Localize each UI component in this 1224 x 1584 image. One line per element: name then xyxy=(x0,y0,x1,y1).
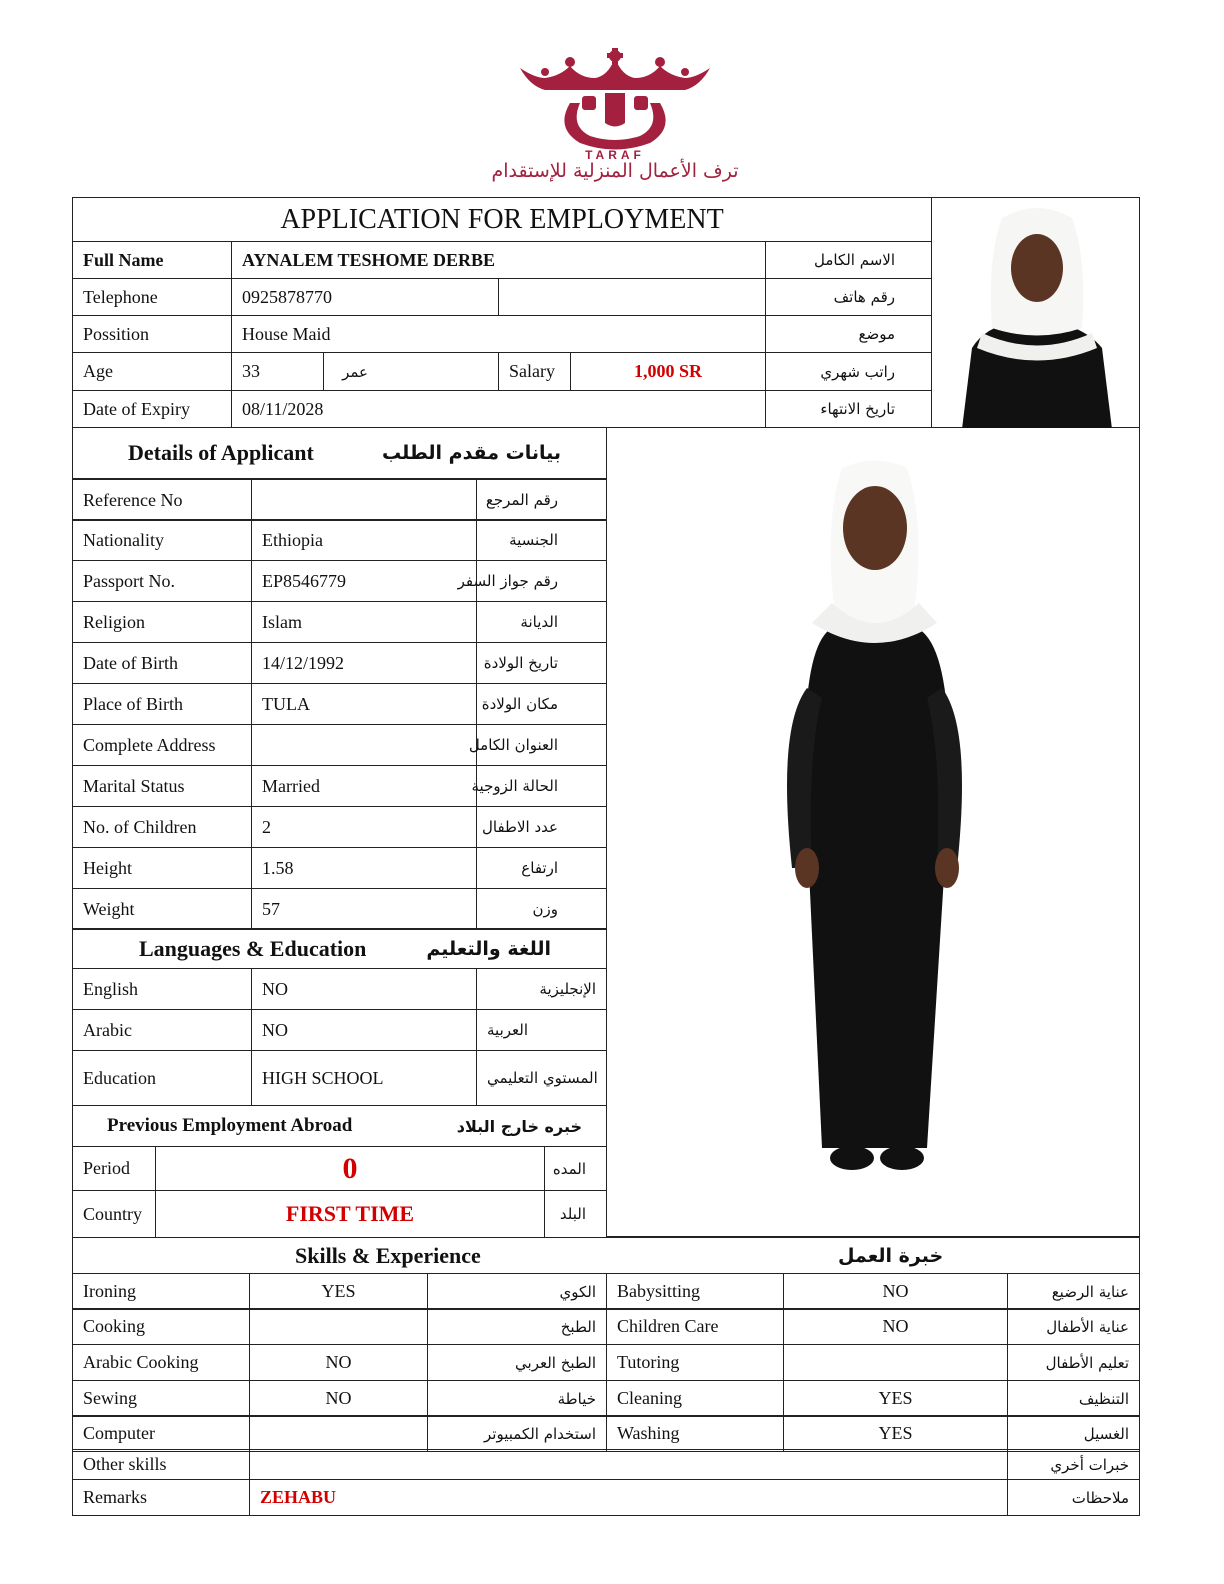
position-value: House Maid xyxy=(231,315,766,353)
position-label-ar: موضع xyxy=(765,315,932,353)
detail-label-ar: مكان الولادة xyxy=(476,683,607,725)
detail-value xyxy=(251,724,477,766)
detail-value: EP8546779 xyxy=(251,560,477,602)
expiry-label: Date of Expiry xyxy=(72,390,232,428)
detail-value: 1.58 xyxy=(251,847,477,889)
full-name-label-ar: الاسم الكامل xyxy=(765,241,932,279)
detail-label-ar: الحالة الزوجية xyxy=(476,765,607,807)
skill-value: NO xyxy=(783,1273,1008,1310)
position-label: Possition xyxy=(72,315,232,353)
skill-label: Children Care xyxy=(606,1308,784,1345)
full-body-photo xyxy=(606,428,1140,1237)
detail-label: Height xyxy=(72,847,252,889)
skill-label: Cooking xyxy=(72,1308,250,1345)
detail-label-ar: الجنسية xyxy=(476,519,607,561)
skill-value: NO xyxy=(249,1344,428,1381)
expiry-value: 08/11/2028 xyxy=(231,390,766,428)
period-value: 0 xyxy=(155,1146,545,1191)
salary-label-ar: راتب شهري xyxy=(765,352,932,391)
telephone-value: 0925878770 xyxy=(231,278,499,316)
details-header-en: Details of Applicant xyxy=(128,440,314,465)
remarks-label-ar: ملاحظات xyxy=(1007,1479,1140,1516)
detail-value: Ethiopia xyxy=(251,519,477,561)
logo-brand-latin: TARAF xyxy=(585,148,645,162)
skill-label-ar: استخدام الكمبيوتر xyxy=(427,1415,607,1452)
skill-label: Arabic Cooking xyxy=(72,1344,250,1381)
skill-value: YES xyxy=(249,1273,428,1310)
page-title: APPLICATION FOR EMPLOYMENT xyxy=(72,197,932,241)
skill-label: Babysitting xyxy=(606,1273,784,1310)
headshot-photo xyxy=(931,197,1140,428)
skill-label-ar: عناية الرضيع xyxy=(1007,1273,1140,1310)
languages-header xyxy=(72,928,607,969)
detail-value: Married xyxy=(251,765,477,807)
detail-label: No. of Children xyxy=(72,806,252,848)
detail-label: Marital Status xyxy=(72,765,252,807)
detail-label: Place of Birth xyxy=(72,683,252,725)
skill-label: Sewing xyxy=(72,1380,250,1417)
detail-label: Weight xyxy=(72,888,252,930)
country-label-ar: البلد xyxy=(544,1190,607,1238)
english-label-ar: الإنجليزية xyxy=(476,968,607,1010)
detail-label-ar: الديانة xyxy=(476,601,607,643)
detail-label: Date of Birth xyxy=(72,642,252,684)
remarks-value: ZEHABU xyxy=(249,1479,1008,1516)
skill-label-ar: تعليم الأطفال xyxy=(1007,1344,1140,1381)
detail-value: TULA xyxy=(251,683,477,725)
detail-value: Islam xyxy=(251,601,477,643)
detail-label-ar: تاريخ الولادة xyxy=(476,642,607,684)
company-logo xyxy=(510,48,720,168)
skill-label-ar: الكوي xyxy=(427,1273,607,1310)
skill-value: NO xyxy=(783,1308,1008,1345)
detail-label: Complete Address xyxy=(72,724,252,766)
english-value: NO xyxy=(251,968,477,1010)
country-value: FIRST TIME xyxy=(155,1190,545,1238)
detail-label: Passport No. xyxy=(72,560,252,602)
detail-label: Reference No xyxy=(72,479,252,521)
arabic-value: NO xyxy=(251,1009,477,1051)
education-label-ar: المستوي التعليمي xyxy=(476,1050,607,1106)
skill-label: Computer xyxy=(72,1415,250,1452)
languages-header-en: Languages & Education xyxy=(139,935,367,961)
english-label: English xyxy=(72,968,252,1010)
other-skills-value xyxy=(249,1449,1008,1480)
skill-value: NO xyxy=(249,1380,428,1417)
skill-label-ar: الغسيل xyxy=(1007,1415,1140,1452)
skills-header xyxy=(72,1237,1140,1274)
skill-value xyxy=(249,1308,428,1345)
full-name-label: Full Name xyxy=(72,241,232,279)
detail-label: Nationality xyxy=(72,519,252,561)
salary-label: Salary xyxy=(498,352,571,391)
skill-value xyxy=(783,1344,1008,1381)
detail-value: 2 xyxy=(251,806,477,848)
education-value: HIGH SCHOOL xyxy=(251,1050,477,1106)
skills-header-ar: خبرة العمل xyxy=(838,1244,944,1267)
arabic-label-ar: العربية xyxy=(476,1009,607,1051)
detail-label-ar: رقم جواز السفر xyxy=(476,560,607,602)
previous-header xyxy=(72,1105,607,1147)
arabic-label: Arabic xyxy=(72,1009,252,1051)
full-name-value: AYNALEM TESHOME DERBE xyxy=(231,241,766,279)
expiry-label-ar: تاريخ الانتهاء xyxy=(765,390,932,428)
detail-label-ar: رقم المرجع xyxy=(476,479,607,521)
details-header-ar: بيانات مقدم الطلب xyxy=(382,442,561,464)
detail-label-ar: العنوان الكامل xyxy=(476,724,607,766)
logo-tagline: ترف الأعمال المنزلية للإستقدام xyxy=(491,160,739,182)
detail-value xyxy=(251,479,477,521)
detail-value: 14/12/1992 xyxy=(251,642,477,684)
detail-value: 57 xyxy=(251,888,477,930)
skill-label: Tutoring xyxy=(606,1344,784,1381)
telephone-extra xyxy=(498,278,766,316)
country-label: Country xyxy=(72,1190,156,1238)
other-skills-label-ar: خبرات أخري xyxy=(1007,1449,1140,1480)
detail-label-ar: ارتفاع xyxy=(476,847,607,889)
salary-value: 1,000 SR xyxy=(570,352,766,391)
previous-header-en: Previous Employment Abroad xyxy=(107,1115,353,1136)
age-label: Age xyxy=(72,352,232,391)
education-label: Education xyxy=(72,1050,252,1106)
period-label-ar: المده xyxy=(544,1146,607,1191)
age-value: 33 xyxy=(231,352,324,391)
skill-label-ar: التنظيف xyxy=(1007,1380,1140,1417)
skill-label-ar: عناية الأطفال xyxy=(1007,1308,1140,1345)
skill-label: Washing xyxy=(606,1415,784,1452)
details-header xyxy=(72,428,607,479)
detail-label-ar: وزن xyxy=(476,888,607,930)
detail-label: Religion xyxy=(72,601,252,643)
skill-label-ar: الطبخ xyxy=(427,1308,607,1345)
languages-header-ar: اللغة والتعليم xyxy=(426,937,551,960)
skill-value: YES xyxy=(783,1380,1008,1417)
detail-label-ar: عدد الاطفال xyxy=(476,806,607,848)
skill-label-ar: خياطة xyxy=(427,1380,607,1417)
period-label: Period xyxy=(72,1146,156,1191)
telephone-label: Telephone xyxy=(72,278,232,316)
remarks-label: Remarks xyxy=(72,1479,250,1516)
skill-label-ar: الطبخ العربي xyxy=(427,1344,607,1381)
skill-value xyxy=(249,1415,428,1452)
telephone-label-ar: رقم هاتف xyxy=(765,278,932,316)
other-skills-label: Other skills xyxy=(72,1449,250,1480)
skills-header-en: Skills & Experience xyxy=(295,1242,481,1268)
age-label-ar: عمر xyxy=(323,352,499,391)
skill-value: YES xyxy=(783,1415,1008,1452)
previous-header-ar: خبره خارج البلاد xyxy=(456,1116,582,1136)
skill-label: Ironing xyxy=(72,1273,250,1310)
skill-label: Cleaning xyxy=(606,1380,784,1417)
